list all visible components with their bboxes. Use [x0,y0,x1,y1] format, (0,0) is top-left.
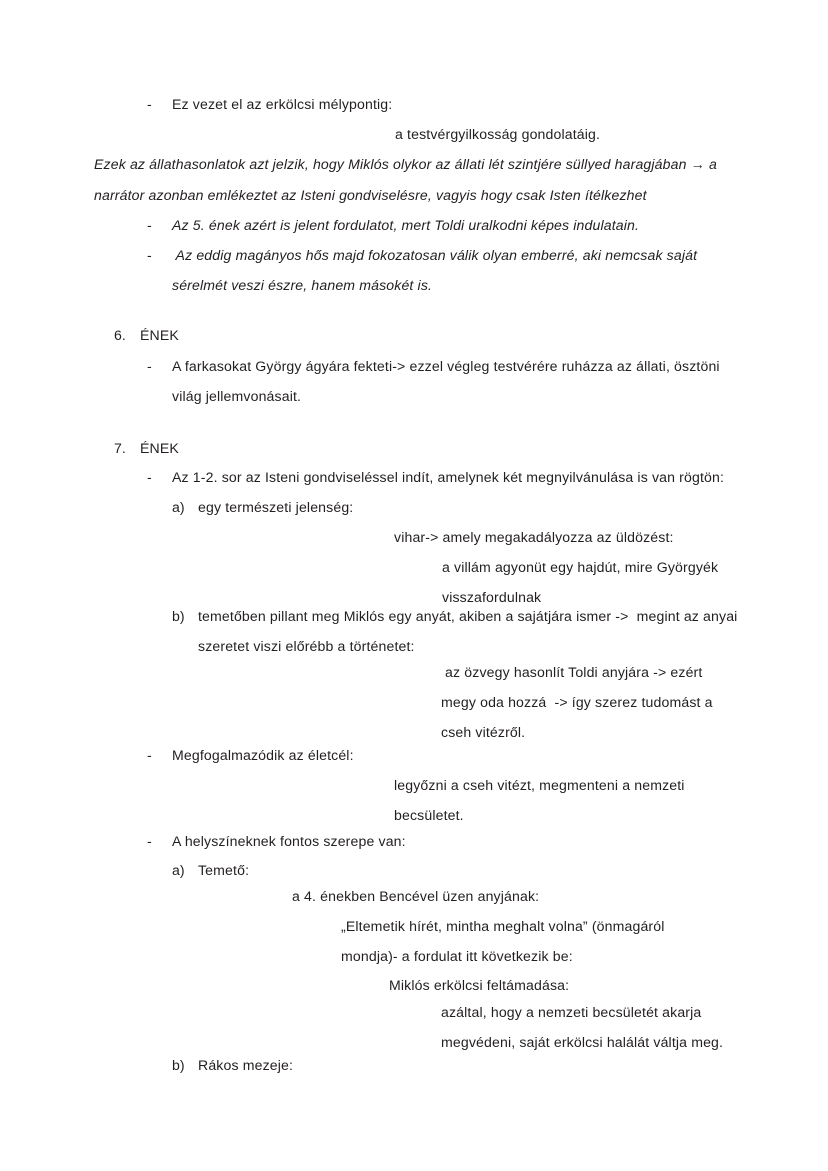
body-line: temetőben pillant meg Miklós egy anyát, akiben a sajátjára ismer -> megint az anyai [198,608,738,624]
list-marker-a: a) [172,499,185,515]
bullet-dash-marker: - [147,747,152,763]
list-marker-a: a) [172,862,185,878]
body-line: Temető: [198,862,250,878]
italic-paragraph-line: Ezek az állathasonlatok azt jelzik, hogy Miklós olykor az állati lét szintjére süllyed haragjában → a [94,156,717,172]
body-line: „Eltemetik hírét, mintha meghalt volna” (önmagáról [341,918,665,934]
italic-paragraph-line: narrátor azonban emlékeztet az Isteni gondviselésre, vagyis hogy csak Isten ítélkezhet [94,187,647,203]
bullet-dash-marker: - [147,247,152,263]
body-line: a villám agyonüt egy hajdút, mire Györgyék [442,559,719,575]
body-line: a 4. énekben Bencével üzen anyjának: [292,888,540,904]
bullet-dash-marker: - [147,217,152,233]
body-line: Az eddig magányos hős majd fokozatosan válik olyan emberré, aki nemcsak saját [172,247,698,263]
body-line: megy oda hozzá -> így szerez tudomást a [441,694,713,710]
body-line: A helyszíneknek fontos szerepe van: [172,833,406,849]
bullet-dash-marker: - [147,833,152,849]
list-marker-b: b) [172,1057,185,1073]
bullet-dash-marker: - [147,469,152,485]
body-line: egy természeti jelenség: [198,499,354,515]
body-line: visszafordulnak [442,589,542,605]
list-number-7: 7. [114,440,126,456]
body-line: A farkasokat György ágyára fekteti-> ezzel végleg testvérére ruházza az állati, ösztöni [172,358,720,374]
list-number-6: 6. [114,327,126,343]
body-line: Megfogalmazódik az életcél: [172,747,354,763]
bullet-dash-marker: - [147,96,152,112]
body-line: Az 5. ének azért is jelent fordulatot, mert Toldi uralkodni képes indulatain. [172,217,640,233]
section-heading: ÉNEK [140,440,179,456]
body-line: Ez vezet el az erkölcsi mélypontig: [172,96,393,112]
body-line: Az 1-2. sor az Isteni gondviseléssel indít, amelynek két megnyilvánulása is van rögtön: [172,469,725,485]
body-line: Miklós erkölcsi feltámadása: [389,977,570,993]
body-line: mondja)- a fordulat itt következik be: [341,948,573,964]
body-line: világ jellemvonásait. [172,388,302,404]
body-line: sérelmét veszi észre, hanem másokét is. [172,277,433,293]
body-line: cseh vitézről. [441,724,526,740]
body-line: vihar-> amely megakadályozza az üldözést: [394,529,674,545]
section-heading: ÉNEK [140,327,179,343]
body-line: szeretet viszi előrébb a történetet: [198,638,415,654]
body-line: megvédeni, saját erkölcsi halálát váltja meg. [441,1034,724,1050]
body-line: becsületet. [394,807,464,823]
body-line: azáltal, hogy a nemzeti becsületét akarja [441,1004,702,1020]
body-line: a testvérgyilkosság gondolatáig. [395,126,601,142]
body-line: Rákos mezeje: [198,1057,294,1073]
body-line: az özvegy hasonlít Toldi anyjára -> ezért [441,664,703,680]
bullet-dash-marker: - [147,358,152,374]
body-line: legyőzni a cseh vitézt, megmenteni a nemzeti [394,777,685,793]
list-marker-b: b) [172,608,185,624]
